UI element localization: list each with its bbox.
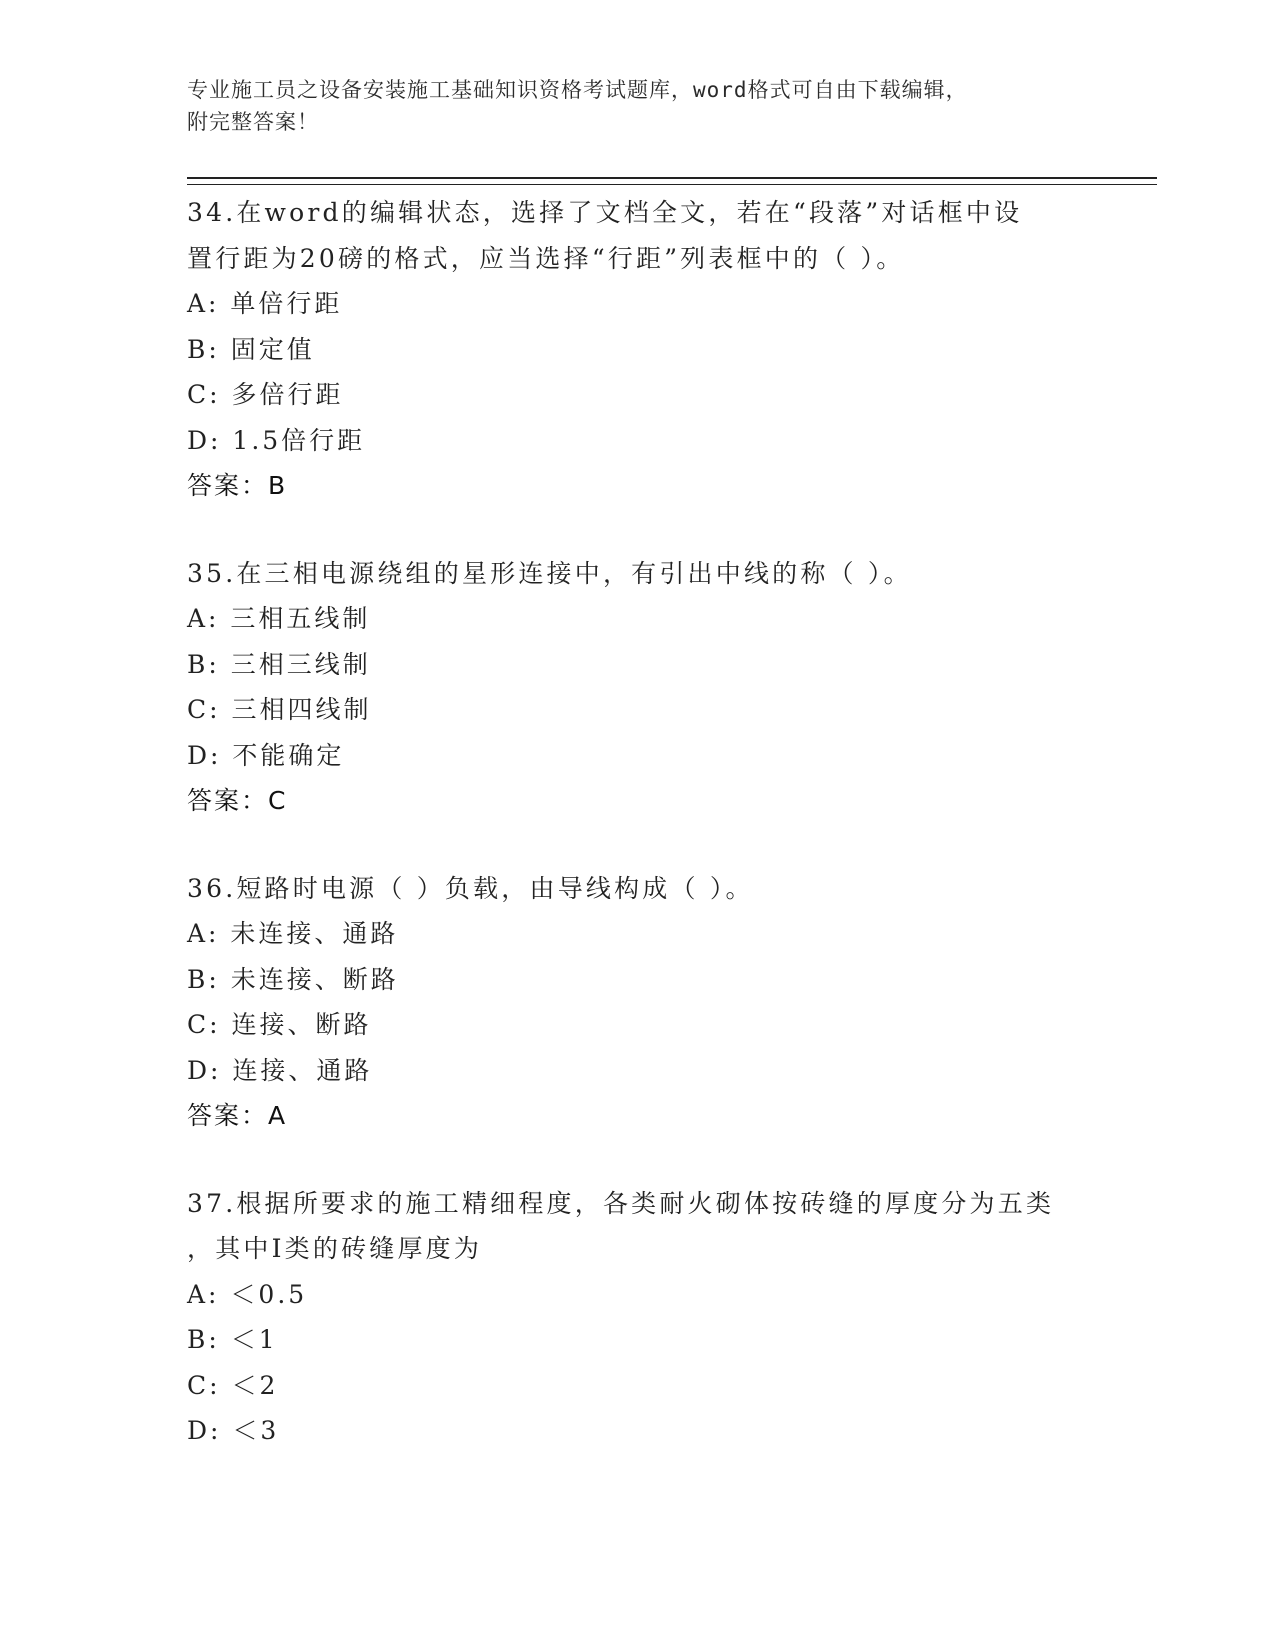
option-c: C: ＜2: [187, 1370, 279, 1400]
stem-line: 34.在word的编辑状态，选择了文档全文，若在“段落”对话框中设: [187, 198, 1023, 227]
question-34: [187, 190, 1087, 509]
question-stem: [187, 1181, 1087, 1272]
header-line-2: 附完整答案！: [187, 110, 319, 134]
option-c: C: 三相四线制: [187, 695, 372, 724]
header-divider: [187, 177, 1157, 185]
option-a: A: 未连接、通路: [187, 919, 399, 948]
question-37: [187, 1181, 1087, 1454]
option-a: A: 三相五线制: [187, 604, 371, 633]
document-page: [187, 0, 1157, 1650]
option-d: D: 连接、通路: [187, 1055, 373, 1085]
stem-line: ，其中Ⅰ类的砖缝厚度为: [187, 1234, 483, 1263]
answer-line: 答案：A: [187, 1101, 288, 1130]
option-c: C: 多倍行距: [187, 380, 344, 409]
stem-line: 35.在三相电源绕组的星形连接中，有引出中线的称（ ）。: [187, 558, 912, 588]
question-35: [187, 551, 1087, 824]
option-d: D: ＜3: [187, 1416, 280, 1445]
option-a: A: 单倍行距: [187, 289, 343, 318]
stem-line: 37.根据所要求的施工精细程度，各类耐火砌体按砖缝的厚度分为五类: [187, 1188, 1055, 1218]
header-line-1: 专业施工员之设备安装施工基础知识资格考试题库，word格式可自由下载编辑，: [187, 78, 968, 102]
question-stem: [187, 551, 1087, 597]
question-stem: [187, 866, 1087, 912]
option-b: B: 未连接、断路: [187, 964, 399, 994]
option-c: C: 连接、断路: [187, 1010, 372, 1039]
option-d: D: 不能确定: [187, 740, 345, 770]
stem-line: 36.短路时电源（ ）负载，由导线构成（ ）。: [187, 873, 754, 903]
question-list: [187, 190, 1087, 1496]
option-b: B: 三相三线制: [187, 649, 371, 679]
option-a: A: ＜0.5: [187, 1279, 308, 1309]
option-d: D: 1.5倍行距: [187, 425, 366, 455]
option-b: B: ＜1: [187, 1325, 278, 1354]
answer-line: 答案：B: [187, 471, 288, 500]
option-b: B: 固定值: [187, 334, 315, 364]
answer-line: 答案：C: [187, 786, 288, 815]
document-header: [187, 74, 1067, 138]
question-stem: [187, 190, 1087, 281]
stem-line: 置行距为20磅的格式，应当选择“行距”列表框中的（ ）。: [187, 243, 905, 273]
question-36: [187, 866, 1087, 1139]
